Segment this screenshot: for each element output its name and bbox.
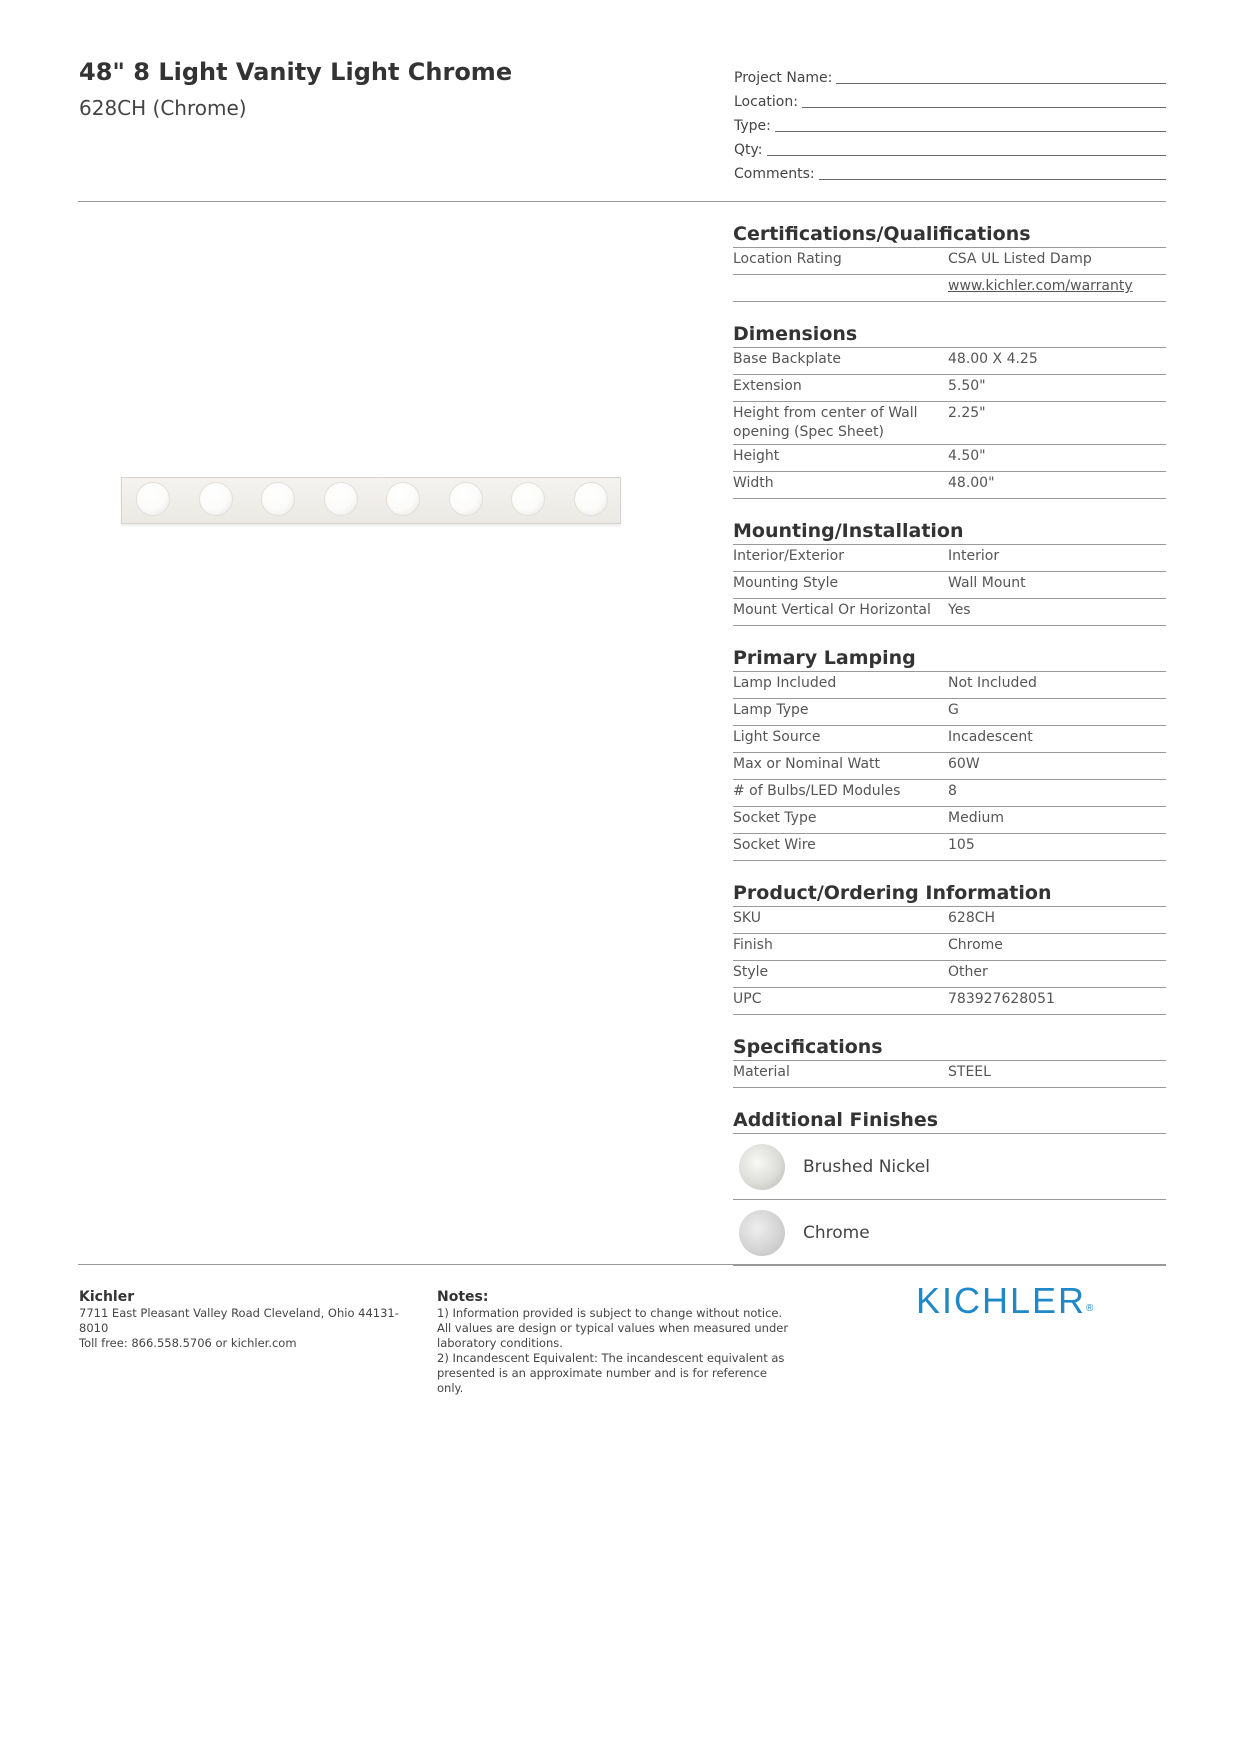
spec-value: 8 (948, 783, 957, 799)
spec-key (733, 277, 948, 301)
spec-key: Mount Vertical Or Horizontal (733, 602, 931, 618)
bulb (324, 482, 358, 516)
spec-key: UPC (733, 991, 762, 1007)
bulb (386, 482, 420, 516)
bulb (449, 482, 483, 516)
section-title: Dimensions (733, 322, 1166, 348)
chrome-swatch (739, 1210, 785, 1256)
location-field[interactable] (802, 87, 1166, 108)
section-title: Certifications/Qualifications (733, 222, 1166, 248)
spec-row (733, 248, 1166, 275)
qty-field[interactable] (767, 135, 1167, 156)
project-name-row (734, 62, 1166, 86)
spec-value: Interior (948, 548, 1000, 564)
spec-key: Height (733, 448, 780, 464)
spec-value: G (948, 702, 959, 718)
kichler-logo (916, 1280, 1093, 1322)
spec-row (733, 780, 1166, 807)
product-subtitle: 628CH (Chrome) (79, 96, 247, 120)
spec-key: SKU (733, 910, 761, 926)
specifications-section (733, 1035, 1166, 1088)
spec-value: CSA UL Listed Damp (948, 251, 1092, 267)
type-field[interactable] (775, 111, 1166, 132)
spec-row (733, 402, 1166, 445)
project-name-field[interactable] (836, 63, 1166, 84)
bulb (261, 482, 295, 516)
logo-text: KICHLER (916, 1280, 1087, 1321)
footer-divider (78, 1264, 1166, 1265)
spec-key: Height from center of Wall opening (Spec Sheet) (733, 405, 918, 440)
notes-title: Notes: (437, 1289, 489, 1305)
note-item: 2) Incandescent Equivalent: The incandescent equivalent as presented is an approximate number and is for reference only. (437, 1351, 785, 1395)
certifications-section (733, 222, 1166, 302)
spec-value: 4.50" (948, 448, 986, 464)
spec-value: Other (948, 964, 988, 980)
bulb (511, 482, 545, 516)
spec-value: 48.00" (948, 475, 995, 491)
spec-row (733, 753, 1166, 780)
form-label: Project Name: (734, 70, 833, 86)
spec-row (733, 599, 1166, 626)
spec-key: Light Source (733, 729, 821, 745)
spec-value: 105 (948, 837, 975, 853)
spec-key: Width (733, 475, 774, 491)
spec-value: Incadescent (948, 729, 1033, 745)
finish-option-chrome[interactable] (733, 1200, 1166, 1266)
spec-value: STEEL (948, 1064, 991, 1080)
mounting-section (733, 519, 1166, 626)
spec-value: 5.50" (948, 378, 986, 394)
spec-key: Lamp Included (733, 675, 837, 691)
spec-key: Material (733, 1064, 790, 1080)
bulb (199, 482, 233, 516)
spec-row (733, 672, 1166, 699)
ordering-section (733, 881, 1166, 1015)
spec-row (733, 472, 1166, 499)
company-info (79, 1288, 419, 1351)
spec-row (733, 934, 1166, 961)
spec-key: Extension (733, 378, 802, 394)
project-form (734, 62, 1166, 182)
section-title: Specifications (733, 1035, 1166, 1061)
type-row (734, 110, 1166, 134)
spec-value: 2.25" (948, 405, 986, 421)
spec-value: 60W (948, 756, 980, 772)
spec-value: Wall Mount (948, 575, 1026, 591)
dimensions-section (733, 322, 1166, 499)
spec-key: Location Rating (733, 251, 842, 267)
product-title: 48" 8 Light Vanity Light Chrome (79, 58, 513, 86)
form-label: Type: (734, 118, 771, 134)
section-title: Primary Lamping (733, 646, 1166, 672)
spec-row (733, 445, 1166, 472)
spec-value: 48.00 X 4.25 (948, 351, 1038, 367)
spec-value: Not Included (948, 675, 1037, 691)
spec-row (733, 572, 1166, 599)
spec-key: Base Backplate (733, 351, 841, 367)
company-address: 7711 East Pleasant Valley Road Cleveland, Ohio 44131-8010 (79, 1306, 399, 1335)
spec-key: Interior/Exterior (733, 548, 844, 564)
header-divider (78, 201, 1166, 202)
section-title: Product/Ordering Information (733, 881, 1166, 907)
spec-row (733, 545, 1166, 572)
spec-key: Mounting Style (733, 575, 839, 591)
spec-row (733, 726, 1166, 753)
note-item: 1) Information provided is subject to change without notice. All values are design or typical values when measured under laboratory conditions. (437, 1306, 789, 1350)
spec-row (733, 1061, 1166, 1088)
location-row (734, 86, 1166, 110)
spec-key: Max or Nominal Watt (733, 756, 881, 772)
spec-row (733, 699, 1166, 726)
spec-key: # of Bulbs/LED Modules (733, 783, 901, 799)
spec-key: Finish (733, 937, 773, 953)
comments-field[interactable] (819, 159, 1166, 180)
registered-mark: ® (1086, 1303, 1094, 1314)
spec-key: Socket Wire (733, 837, 816, 853)
spec-row (733, 807, 1166, 834)
spec-value: 783927628051 (948, 991, 1055, 1007)
lamping-section (733, 646, 1166, 861)
finish-name: Chrome (803, 1222, 870, 1243)
bulb (574, 482, 608, 516)
company-name: Kichler (79, 1289, 135, 1305)
section-title: Additional Finishes (733, 1108, 1166, 1134)
spec-row (733, 907, 1166, 934)
section-title: Mounting/Installation (733, 519, 1166, 545)
form-label: Location: (734, 94, 798, 110)
finish-name: Brushed Nickel (803, 1156, 930, 1177)
bulb (136, 482, 170, 516)
spec-key: Style (733, 964, 769, 980)
spec-panel (733, 222, 1166, 1286)
spec-value: 628CH (948, 910, 996, 926)
spec-row (733, 375, 1166, 402)
spec-row (733, 348, 1166, 375)
notes (437, 1288, 789, 1396)
spec-row (733, 275, 1166, 302)
comments-row (734, 158, 1166, 182)
company-contact: Toll free: 866.558.5706 or kichler.com (79, 1336, 297, 1350)
finish-option-brushed-nickel[interactable] (733, 1134, 1166, 1200)
warranty-link[interactable]: www.kichler.com/warranty (948, 278, 1133, 294)
brushed-nickel-swatch (739, 1144, 785, 1190)
spec-row (733, 961, 1166, 988)
spec-key: Lamp Type (733, 702, 809, 718)
product-image (121, 477, 621, 524)
spec-value: Chrome (948, 937, 1003, 953)
spec-row (733, 834, 1166, 861)
spec-value: Medium (948, 810, 1004, 826)
form-label: Qty: (734, 142, 763, 158)
form-label: Comments: (734, 166, 815, 182)
additional-finishes-section (733, 1108, 1166, 1266)
qty-row (734, 134, 1166, 158)
spec-row (733, 988, 1166, 1015)
spec-key: Socket Type (733, 810, 817, 826)
spec-value: Yes (948, 602, 971, 618)
